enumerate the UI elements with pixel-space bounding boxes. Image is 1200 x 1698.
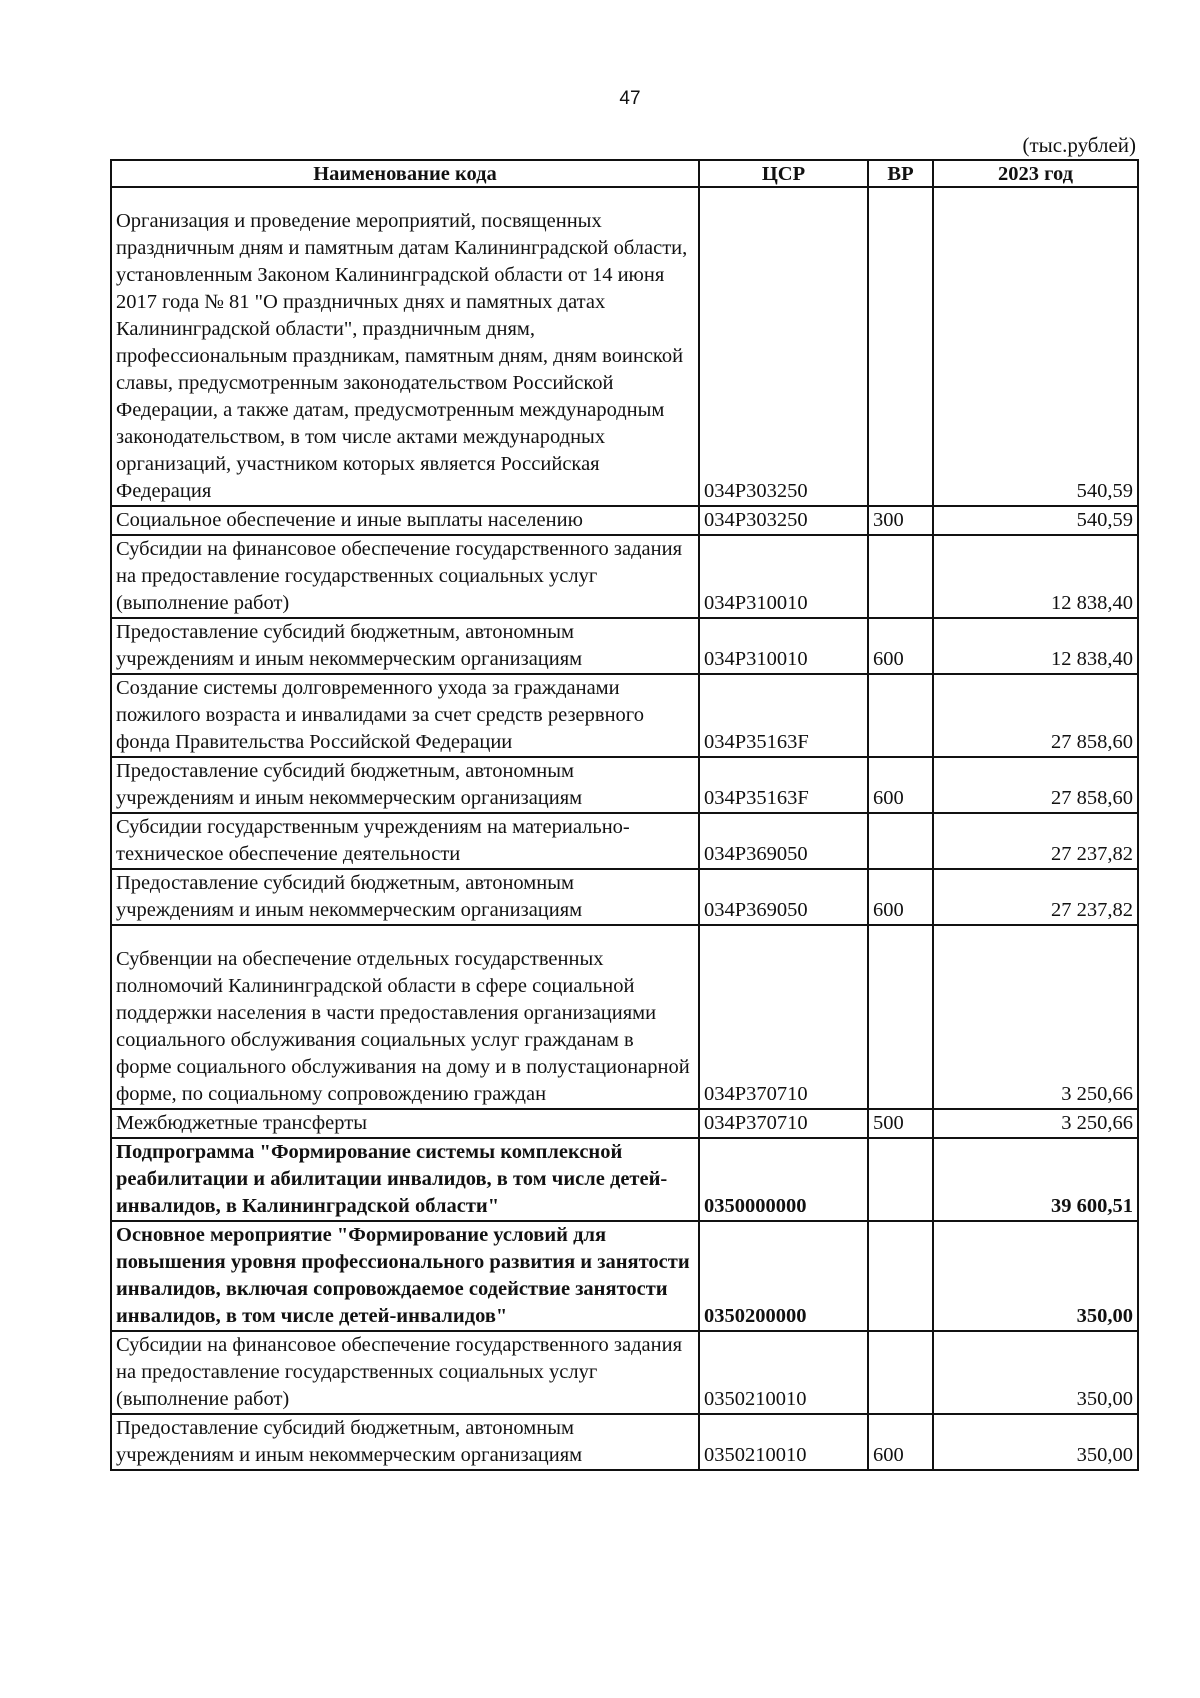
table-row — [111, 618, 1138, 674]
table-row — [111, 506, 1138, 535]
table-row — [111, 757, 1138, 813]
row-vr: 600 — [868, 1414, 933, 1470]
table-row — [111, 1414, 1138, 1470]
row-vr — [868, 535, 933, 618]
row-vr — [868, 674, 933, 757]
table-row — [111, 813, 1138, 869]
row-csr: 034P303250 — [699, 187, 868, 506]
row-name: Организация и проведение мероприятий, посвященных праздничным дням и памятным датам Калининградской области, установленным Законом Калининградской области от 14 июня 2017 года № 81 "О праздничных днях и памятных датах Калининградской области", праздничным дням, профессиональным праздникам, памятным дням, дням воинской славы, предусмотренным законодательством Российской Федерации, а также датам, предусмотренным международным законодательством, в том числе актами международных организаций, участником которых является Российская Федерация — [111, 187, 699, 506]
row-vr: 600 — [868, 757, 933, 813]
row-csr: 034P370710 — [699, 1109, 868, 1138]
row-csr: 034P369050 — [699, 813, 868, 869]
table-row — [111, 535, 1138, 618]
row-vr — [868, 925, 933, 1109]
row-name: Субсидии государственным учреждениям на материально-техническое обеспечение деятельности — [111, 813, 699, 869]
row-csr: 034P310010 — [699, 535, 868, 618]
row-csr: 034P310010 — [699, 618, 868, 674]
row-amount: 27 237,82 — [933, 813, 1138, 869]
row-vr — [868, 187, 933, 506]
table-row — [111, 1109, 1138, 1138]
row-name: Социальное обеспечение и иные выплаты населению — [111, 506, 699, 535]
row-amount: 12 838,40 — [933, 618, 1138, 674]
page-number: 47 — [619, 88, 641, 109]
header-vr: ВР — [868, 160, 933, 187]
row-name: Субвенции на обеспечение отдельных государственных полномочий Калининградской области в сфере социальной поддержки населения в части предоставления организациями социального обслуживания социальных услуг гражданам в форме социального обслуживания на дому и в полустационарной форме, по социальному сопровождению граждан — [111, 925, 699, 1109]
table-row — [111, 925, 1138, 1109]
row-vr: 500 — [868, 1109, 933, 1138]
row-amount: 350,00 — [933, 1414, 1138, 1470]
row-name: Предоставление субсидий бюджетным, автономным учреждениям и иным некоммерческим организациям — [111, 757, 699, 813]
table-row — [111, 187, 1138, 506]
row-name: Субсидии на финансовое обеспечение государственного задания на предоставление государственных социальных услуг (выполнение работ) — [111, 535, 699, 618]
row-csr: 034P303250 — [699, 506, 868, 535]
row-name: Создание системы долговременного ухода за гражданами пожилого возраста и инвалидами за счет средств резервного фонда Правительства Российской Федерации — [111, 674, 699, 757]
row-name: Межбюджетные трансферты — [111, 1109, 699, 1138]
row-amount: 540,59 — [933, 506, 1138, 535]
row-name: Субсидии на финансовое обеспечение государственного задания на предоставление государственных социальных услуг (выполнение работ) — [111, 1331, 699, 1414]
row-amount: 27 237,82 — [933, 869, 1138, 925]
row-csr: 0350210010 — [699, 1331, 868, 1414]
row-amount: 3 250,66 — [933, 1109, 1138, 1138]
row-name: Предоставление субсидий бюджетным, автономным учреждениям и иным некоммерческим организациям — [111, 869, 699, 925]
header-amount: 2023 год — [933, 160, 1138, 187]
table-header-row — [111, 160, 1138, 187]
row-vr: 600 — [868, 618, 933, 674]
row-vr — [868, 813, 933, 869]
row-amount: 540,59 — [933, 187, 1138, 506]
row-csr: 034P370710 — [699, 925, 868, 1109]
row-vr: 300 — [868, 506, 933, 535]
row-csr: 0350200000 — [699, 1221, 868, 1331]
header-name: Наименование кода — [111, 160, 699, 187]
row-csr: 0350210010 — [699, 1414, 868, 1470]
unit-note: (тыс.рублей) — [1022, 133, 1136, 157]
table-row — [111, 1331, 1138, 1414]
row-name: Основное мероприятие "Формирование условий для повышения уровня профессионального развития и занятости инвалидов, включая сопровождаемое содействие занятости инвалидов, в том числе детей-инвалидов" — [111, 1221, 699, 1331]
budget-table — [110, 159, 1139, 1471]
row-csr: 0350000000 — [699, 1138, 868, 1221]
row-amount: 27 858,60 — [933, 757, 1138, 813]
table-row — [111, 674, 1138, 757]
row-amount: 3 250,66 — [933, 925, 1138, 1109]
row-vr — [868, 1331, 933, 1414]
row-name: Предоставление субсидий бюджетным, автономным учреждениям и иным некоммерческим организациям — [111, 1414, 699, 1470]
row-amount: 39 600,51 — [933, 1138, 1138, 1221]
row-csr: 034P369050 — [699, 869, 868, 925]
row-vr — [868, 1138, 933, 1221]
row-amount: 350,00 — [933, 1331, 1138, 1414]
row-vr: 600 — [868, 869, 933, 925]
table-row — [111, 869, 1138, 925]
table-row — [111, 1221, 1138, 1331]
row-name: Предоставление субсидий бюджетным, автономным учреждениям и иным некоммерческим организациям — [111, 618, 699, 674]
row-csr: 034P35163F — [699, 674, 868, 757]
header-csr: ЦСР — [699, 160, 868, 187]
table-row — [111, 1138, 1138, 1221]
row-vr — [868, 1221, 933, 1331]
row-amount: 12 838,40 — [933, 535, 1138, 618]
row-amount: 350,00 — [933, 1221, 1138, 1331]
row-csr: 034P35163F — [699, 757, 868, 813]
row-name: Подпрограмма "Формирование системы комплексной реабилитации и абилитации инвалидов, в том числе детей-инвалидов, в Калининградской области" — [111, 1138, 699, 1221]
row-amount: 27 858,60 — [933, 674, 1138, 757]
